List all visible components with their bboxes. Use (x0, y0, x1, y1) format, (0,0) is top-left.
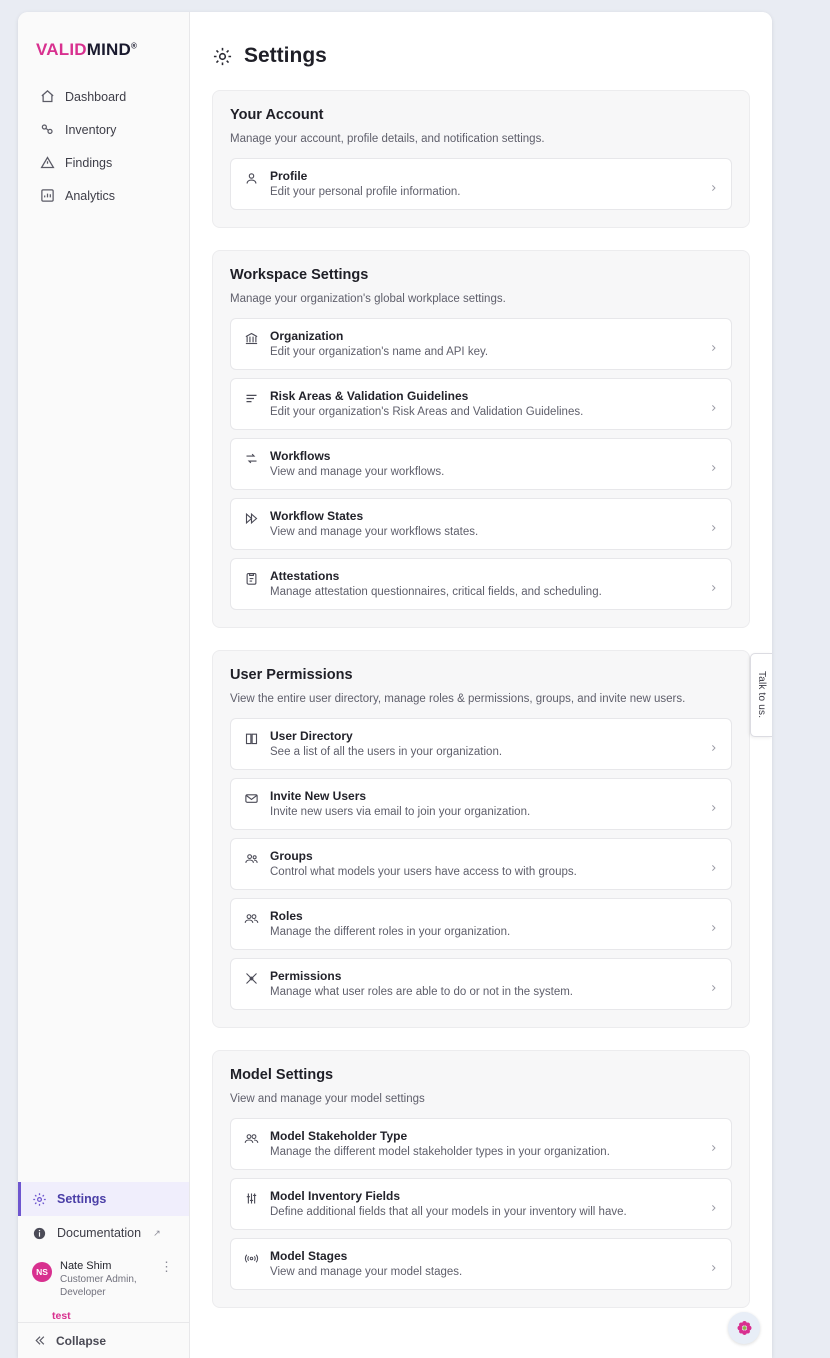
user-icon (243, 170, 259, 186)
section-model-settings (212, 1050, 750, 1308)
sidebar-item-inventory[interactable] (26, 113, 181, 146)
row-title: Roles (270, 909, 303, 923)
section-description: View and manage your model settings (230, 1093, 425, 1105)
app-window (18, 12, 772, 1358)
chevron-right-icon (709, 1202, 719, 1217)
row-description: View and manage your model stages. (270, 1266, 463, 1278)
sidebar-item-findings[interactable] (26, 146, 181, 179)
row-description: Control what models your users have access to with groups. (270, 866, 577, 878)
row-title: Invite New Users (270, 789, 367, 803)
chevron-right-icon (709, 1262, 719, 1277)
list-icon (243, 390, 259, 406)
row-description: Manage attestation questionnaires, critical fields, and scheduling. (270, 586, 602, 598)
clipboard-icon (243, 570, 259, 586)
row-title: Model Stages (270, 1249, 348, 1263)
talk-to-us-label: Talk to us. (756, 671, 767, 719)
row-title: Model Stakeholder Type (270, 1129, 408, 1143)
sidebar-item-label: Settings (57, 1192, 107, 1207)
row-description: Manage the different roles in your organization. (270, 926, 511, 938)
avatar: NS (32, 1262, 52, 1282)
row-description: View and manage your workflows. (270, 466, 445, 478)
user-name: Nate Shim (60, 1260, 112, 1273)
user-menu-icon[interactable]: ⋮ (160, 1259, 173, 1275)
section-user-permissions (212, 650, 750, 1028)
settings-row-user-directory[interactable] (230, 718, 732, 770)
analytics-icon (40, 188, 55, 203)
gear-icon (32, 1192, 47, 1207)
main-content (190, 12, 772, 1358)
sidebar-item-label: Inventory (65, 122, 117, 137)
chevron-right-icon (709, 922, 719, 937)
chevron-right-icon (709, 182, 719, 197)
settings-row-model-inventory-fields[interactable] (230, 1178, 732, 1230)
settings-row-risk-areas[interactable] (230, 378, 732, 430)
envelope-icon (243, 790, 259, 806)
roles-icon (243, 910, 259, 926)
logo-valid-text: VALID (36, 40, 87, 59)
chevron-right-icon (709, 982, 719, 997)
row-description: Define additional fields that all your models in your inventory will have. (270, 1206, 627, 1218)
row-title: Profile (270, 169, 308, 183)
settings-row-roles[interactable] (230, 898, 732, 950)
permissions-icon (243, 970, 259, 986)
flower-icon (736, 1320, 753, 1337)
row-title: User Directory (270, 729, 353, 743)
sidebar-bottom (18, 1182, 189, 1358)
sidebar-item-label: Analytics (65, 188, 116, 203)
settings-row-workflow-states[interactable] (230, 498, 732, 550)
user-role: Customer Admin, Developer (60, 1274, 137, 1298)
sidebar-item-label: Findings (65, 155, 113, 170)
settings-row-permissions[interactable] (230, 958, 732, 1010)
row-title: Workflows (270, 449, 331, 463)
row-description: See a list of all the users in your organization. (270, 746, 503, 758)
section-title: Model Settings (230, 1067, 334, 1083)
workspace-name[interactable]: test (52, 1310, 71, 1322)
chevron-right-icon (709, 402, 719, 417)
row-description: Manage what user roles are able to do or not in the system. (270, 986, 573, 998)
section-description: Manage your account, profile details, and notification settings. (230, 133, 545, 145)
row-title: Attestations (270, 569, 340, 583)
section-title: Your Account (230, 107, 324, 123)
external-link-icon: ↗ (153, 1227, 161, 1238)
user-profile[interactable] (18, 1250, 189, 1305)
row-description: Edit your personal profile information. (270, 186, 461, 198)
chevron-right-icon (709, 522, 719, 537)
section-description: View the entire user directory, manage roles & permissions, groups, and invite new users. (230, 693, 686, 705)
row-title: Permissions (270, 969, 342, 983)
section-workspace-settings (212, 250, 750, 628)
sidebar (18, 12, 190, 1358)
home-icon (40, 89, 55, 104)
settings-row-profile[interactable] (230, 158, 732, 210)
chevron-right-icon (709, 802, 719, 817)
row-description: View and manage your workflows states. (270, 526, 479, 538)
settings-row-organization[interactable] (230, 318, 732, 370)
book-icon (243, 730, 259, 746)
chevron-left-double-icon (32, 1333, 47, 1348)
sidebar-item-settings[interactable] (18, 1182, 189, 1216)
states-icon (243, 510, 259, 526)
settings-row-groups[interactable] (230, 838, 732, 890)
fields-icon (243, 1190, 259, 1206)
talk-to-us-tab[interactable] (750, 653, 772, 737)
sidebar-item-label: Documentation (57, 1226, 142, 1241)
page-header (190, 12, 772, 68)
settings-row-model-stages[interactable] (230, 1238, 732, 1290)
sidebar-item-analytics[interactable] (26, 179, 181, 212)
group-icon (243, 850, 259, 866)
warning-icon (40, 155, 55, 170)
row-title: Risk Areas & Validation Guidelines (270, 389, 469, 403)
assistant-fab-button[interactable] (728, 1312, 760, 1344)
info-icon (32, 1226, 47, 1241)
chevron-right-icon (709, 742, 719, 757)
section-title: User Permissions (230, 667, 353, 683)
row-description: Invite new users via email to join your organization. (270, 806, 531, 818)
settings-row-attestations[interactable] (230, 558, 732, 610)
sidebar-item-label: Dashboard (65, 89, 127, 104)
chevron-right-icon (709, 582, 719, 597)
section-description: Manage your organization's global workplace settings. (230, 293, 506, 305)
workflow-icon (243, 450, 259, 466)
settings-row-model-stakeholder-type[interactable] (230, 1118, 732, 1170)
sidebar-item-dashboard[interactable] (26, 80, 181, 113)
chevron-right-icon (709, 342, 719, 357)
logo[interactable] (18, 12, 189, 70)
row-title: Organization (270, 329, 344, 343)
section-title: Workspace Settings (230, 267, 369, 283)
chevron-right-icon (709, 1142, 719, 1157)
section-your-account (212, 90, 750, 228)
stages-icon (243, 1250, 259, 1266)
settings-row-invite-new-users[interactable] (230, 778, 732, 830)
row-description: Manage the different model stakeholder types in your organization. (270, 1146, 610, 1158)
chevron-right-icon (709, 462, 719, 477)
collapse-sidebar-button[interactable] (18, 1322, 189, 1358)
row-title: Groups (270, 849, 313, 863)
row-title: Workflow States (270, 509, 364, 523)
gear-icon (212, 46, 233, 67)
logo-registered-mark: ® (131, 41, 138, 51)
row-title: Model Inventory Fields (270, 1189, 401, 1203)
sidebar-item-documentation[interactable] (18, 1216, 189, 1250)
primary-nav (18, 70, 189, 212)
stakeholder-icon (243, 1130, 259, 1146)
row-description: Edit your organization's Risk Areas and Validation Guidelines. (270, 406, 584, 418)
logo-mind-text: MIND (86, 40, 131, 59)
page-title: Settings (244, 44, 327, 67)
settings-row-workflows[interactable] (230, 438, 732, 490)
bank-icon (243, 330, 259, 346)
chevron-right-icon (709, 862, 719, 877)
collapse-label: Collapse (56, 1333, 107, 1348)
inventory-icon (40, 122, 55, 137)
row-description: Edit your organization's name and API key. (270, 346, 489, 358)
settings-scroll-area[interactable] (190, 12, 772, 1358)
